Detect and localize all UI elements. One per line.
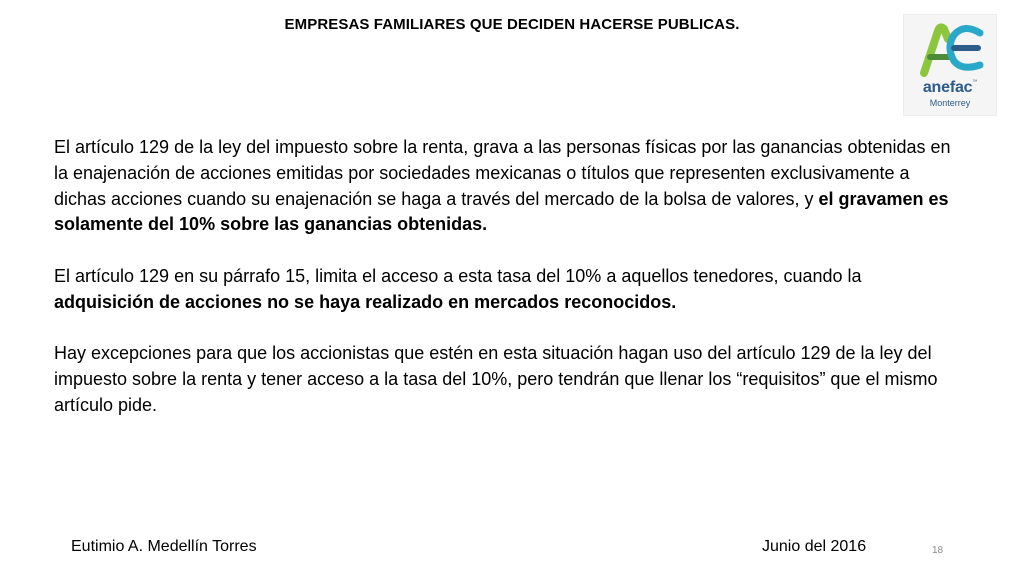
- footer-author: Eutimio A. Medellín Torres: [71, 538, 257, 555]
- paragraph-1: [54, 135, 954, 238]
- paragraph-3: [54, 341, 954, 418]
- logo-trademark: ™: [972, 79, 978, 85]
- logo-subtitle: Monterrey: [929, 98, 971, 108]
- paragraph-1-text: El artículo 129 de la ley del impuesto sobre la renta, grava a las personas físicas por las ganancias obtenidas en la enajenación de acciones emitidas por sociedades mexicanas o títulos que representen exclusivamente a dichas acciones cuando su enajenación se haga a través del mercado de la bolsa de valores, y: [54, 137, 951, 209]
- paragraph-2: [54, 264, 954, 316]
- paragraph-1-emphasis: el gravamen es solamente del 10% sobre las ganancias obtenidas.: [54, 188, 949, 235]
- logo-name-text: anefac: [922, 79, 973, 96]
- anefac-logo: [903, 14, 997, 116]
- paragraph-2-text: El artículo 129 en su párrafo 15, limita el acceso a esta tasa del 10% a aquellos tenedores, cuando la: [54, 265, 862, 286]
- footer-date: Junio del 2016: [762, 538, 867, 555]
- anefac-ae-mark-icon: [904, 15, 996, 79]
- paragraph-2-emphasis: adquisición de acciones no se haya realizado en mercados reconocidos.: [54, 291, 677, 312]
- logo-name: [904, 79, 996, 97]
- page-number: 18: [932, 545, 944, 556]
- slide-body: [54, 135, 954, 445]
- paragraph-3-text: Hay excepciones para que los accionistas que estén en esta situación hagan uso del artículo 129 de la ley del impuesto sobre la renta y tener acceso a la tasa del 10%, pero tendrán que llenar los “requisitos” que el mismo artículo pide.: [54, 343, 938, 415]
- slide-title: EMPRESAS FAMILIARES QUE DECIDEN HACERSE PUBLICAS.: [284, 16, 740, 33]
